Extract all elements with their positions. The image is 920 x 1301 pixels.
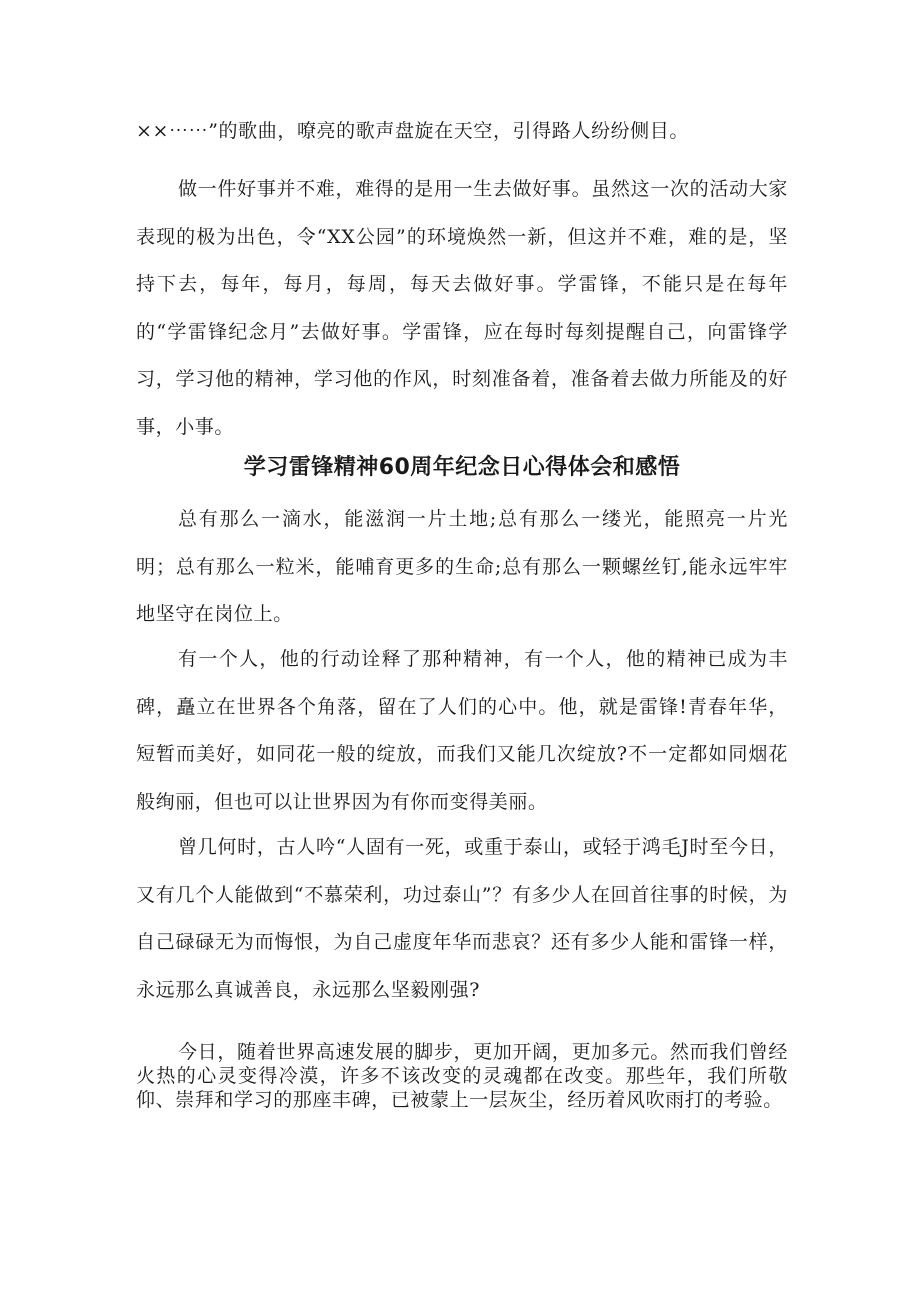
paragraph-drop-of-water: 总有那么一滴水，能滋润一片土地;总有那么一缕光，能照亮一片光明；总有那么一粒米，能哺育更多的生命;总有那么一颗螺丝钉,能永远牢牢地坚守在岗位上。 bbox=[136, 508, 788, 625]
paragraph-ancients: 曾几何时，古人吟“人固有一死，或重于泰山，或轻于鸿毛J时至今日，又有几个人能做到“不慕荣利，功过泰山”？有多少人在回首往事的时候，为自己碌碌无为而悔恨，为自己虚度年华而悲哀？还有多少人能和雷锋一样，永远那么真诚善良，永远那么坚毅刚强? bbox=[136, 836, 788, 1001]
paragraph-continued: ××⋯⋯”的歌曲，嘹亮的歌声盘旋在天空，引得路人纷纷侧目。 bbox=[136, 120, 689, 142]
paragraph-today: 今日，随着世界高速发展的脚步，更加开阔，更加多元。然而我们曾经火热的心灵变得冷漠，许多不该改变的灵魂都在改变。那些年，我们所敬仰、崇拜和学习的那座丰碑，已被蒙上一层灰尘，经历着风吹雨打的考验。 bbox=[136, 1041, 788, 1111]
paragraph-good-deeds: 做一件好事并不难，难得的是用一生去做好事。虽然这一次的活动大家表现的极为出色，令“XX公园”的环境焕然一新，但这并不难，难的是，坚持下去，每年，每月，每周，每天去做好事。学雷锋，不能只是在每年的“学雷锋纪念月”去做好事。学雷锋，应在每时每刻提醒自己，向雷锋学习，学习他的精神，学习他的作风，时刻准备着，准备着去做力所能及的好事，小事。 bbox=[136, 178, 788, 438]
paragraph-one-person: 有一个人，他的行动诠释了那种精神，有一个人，他的精神已成为丰碑，矗立在世界各个角落，留在了人们的心中。他，就是雷锋!青春年华，短暂而美好，如同花一般的绽放，而我们又能几次绽放?不一定都如同烟花般绚丽，但也可以让世界因为有你而变得美丽。 bbox=[136, 648, 788, 813]
section-title: 学习雷锋精神60周年纪念日心得体会和感悟 bbox=[243, 455, 681, 480]
